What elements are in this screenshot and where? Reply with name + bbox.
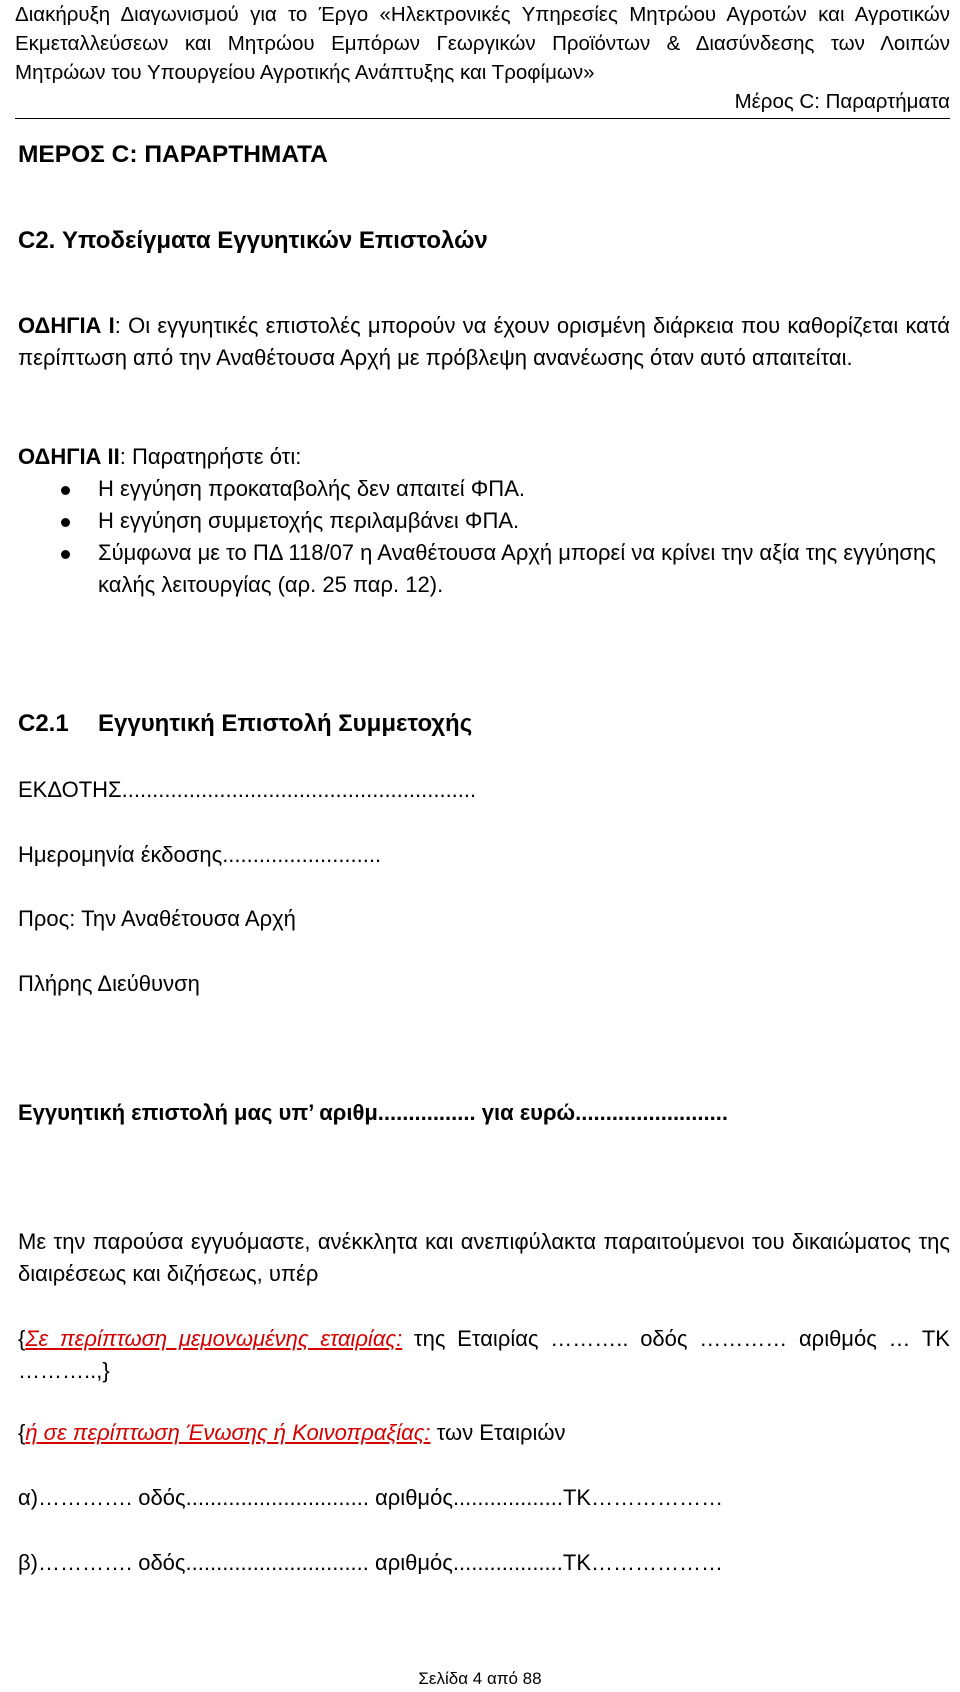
header-section: Μέρος C: Παραρτήματα: [734, 90, 950, 113]
subsection-title: [18, 710, 950, 738]
list-item: Η εγγύηση προκαταβολής δεν απαιτεί ΦΠΑ.: [18, 473, 950, 505]
instruction-2-text: : Παρατηρήστε ότι:: [119, 444, 302, 469]
issuer-line: ΕΚΔΟΤΗΣ..........................................................: [18, 777, 477, 802]
list-item: Σύμφωνα με το ΠΔ 118/07 η Αναθέτουσα Αρχή μπορεί να κρίνει την αξία της εγγύησης καλής λειτουργίας (αρ. 25 παρ. 12).: [18, 537, 950, 601]
instruction-1-label: ΟΔΗΓΙΑ Ι: [18, 313, 115, 338]
single-company-label: Σε περίπτωση μεμονωμένης εταιρίας:: [25, 1326, 403, 1351]
main-title: ΜΕΡΟΣ C: ΠΑΡΑΡΤΗΜΑΤΑ: [18, 141, 328, 168]
page-header: [15, 0, 950, 119]
header-line-1: Διακήρυξη Διαγωνισμού για το Έργο «Ηλεκτρονικές Υπηρεσίες Μητρώου Αγροτών και Αγροτικών: [15, 3, 950, 26]
list-item: Η εγγύηση συμμετοχής περιλαμβάνει ΦΠΑ.: [18, 505, 950, 537]
letter-number-line: Εγγυητική επιστολή μας υπ’ αριθμ................ για ευρώ.........................: [18, 1100, 728, 1125]
company-a-line: α)…………. οδός.............................. αριθμός..................ΤΚ………………: [18, 1485, 724, 1510]
guarantee-paragraph: Με την παρούσα εγγυόμαστε, ανέκκλητα και ανεπιφύλακτα παραιτούμενοι του δικαιώματος της διαιρέσεως και διζήσεως, υπέρ: [18, 1229, 950, 1286]
issue-date-line: Ημερομηνία έκδοσης..........................: [18, 842, 382, 867]
company-b-line: β)…………. οδός.............................. αριθμός..................ΤΚ………………: [18, 1550, 724, 1575]
header-line-3: Μητρώων του Υπουργείου Αγροτικής Ανάπτυξης και Τροφίμων»: [15, 61, 595, 84]
instruction-1-text: : Οι εγγυητικές επιστολές μπορούν να έχουν ορισμένη διάρκεια που καθορίζεται κατά περίπτωση από την Αναθέτουσα Αρχή με πρόβλεψη ανανέωσης όταν αυτό απαιτείται.: [18, 313, 950, 370]
consortium-clause: [18, 1420, 566, 1446]
page-footer: Σελίδα 4 από 88: [418, 1669, 542, 1688]
single-company-clause: [18, 1323, 950, 1387]
instruction-2: [18, 441, 950, 601]
header-line-2: Εκμεταλλεύσεων και Μητρώου Εμπόρων Γεωργικών Προϊόντων & Διασύνδεσης των Λοιπών: [15, 32, 950, 55]
brace-open: {: [18, 1326, 26, 1351]
subsection-number: C2.1: [18, 710, 69, 737]
instruction-1: [18, 310, 950, 374]
subsection-text: Εγγυητική Επιστολή Συμμετοχής: [98, 710, 473, 737]
single-company-text: της Εταιρίας ……….. οδός ………… αριθμός … ΤΚ ………..,}: [18, 1326, 950, 1383]
recipient-line: Προς: Την Αναθέτουσα Αρχή: [18, 906, 296, 931]
brace-open: {: [18, 1420, 26, 1445]
address-line: Πλήρης Διεύθυνση: [18, 971, 200, 996]
instruction-2-label: ΟΔΗΓΙΑ ΙΙ: [18, 444, 120, 469]
instruction-2-list: [18, 473, 950, 601]
consortium-text: των Εταιριών: [430, 1420, 566, 1445]
consortium-label: ή σε περίπτωση Ένωσης ή Κοινοπραξίας:: [25, 1420, 431, 1445]
section-title: C2. Υποδείγματα Εγγυητικών Επιστολών: [18, 227, 488, 254]
